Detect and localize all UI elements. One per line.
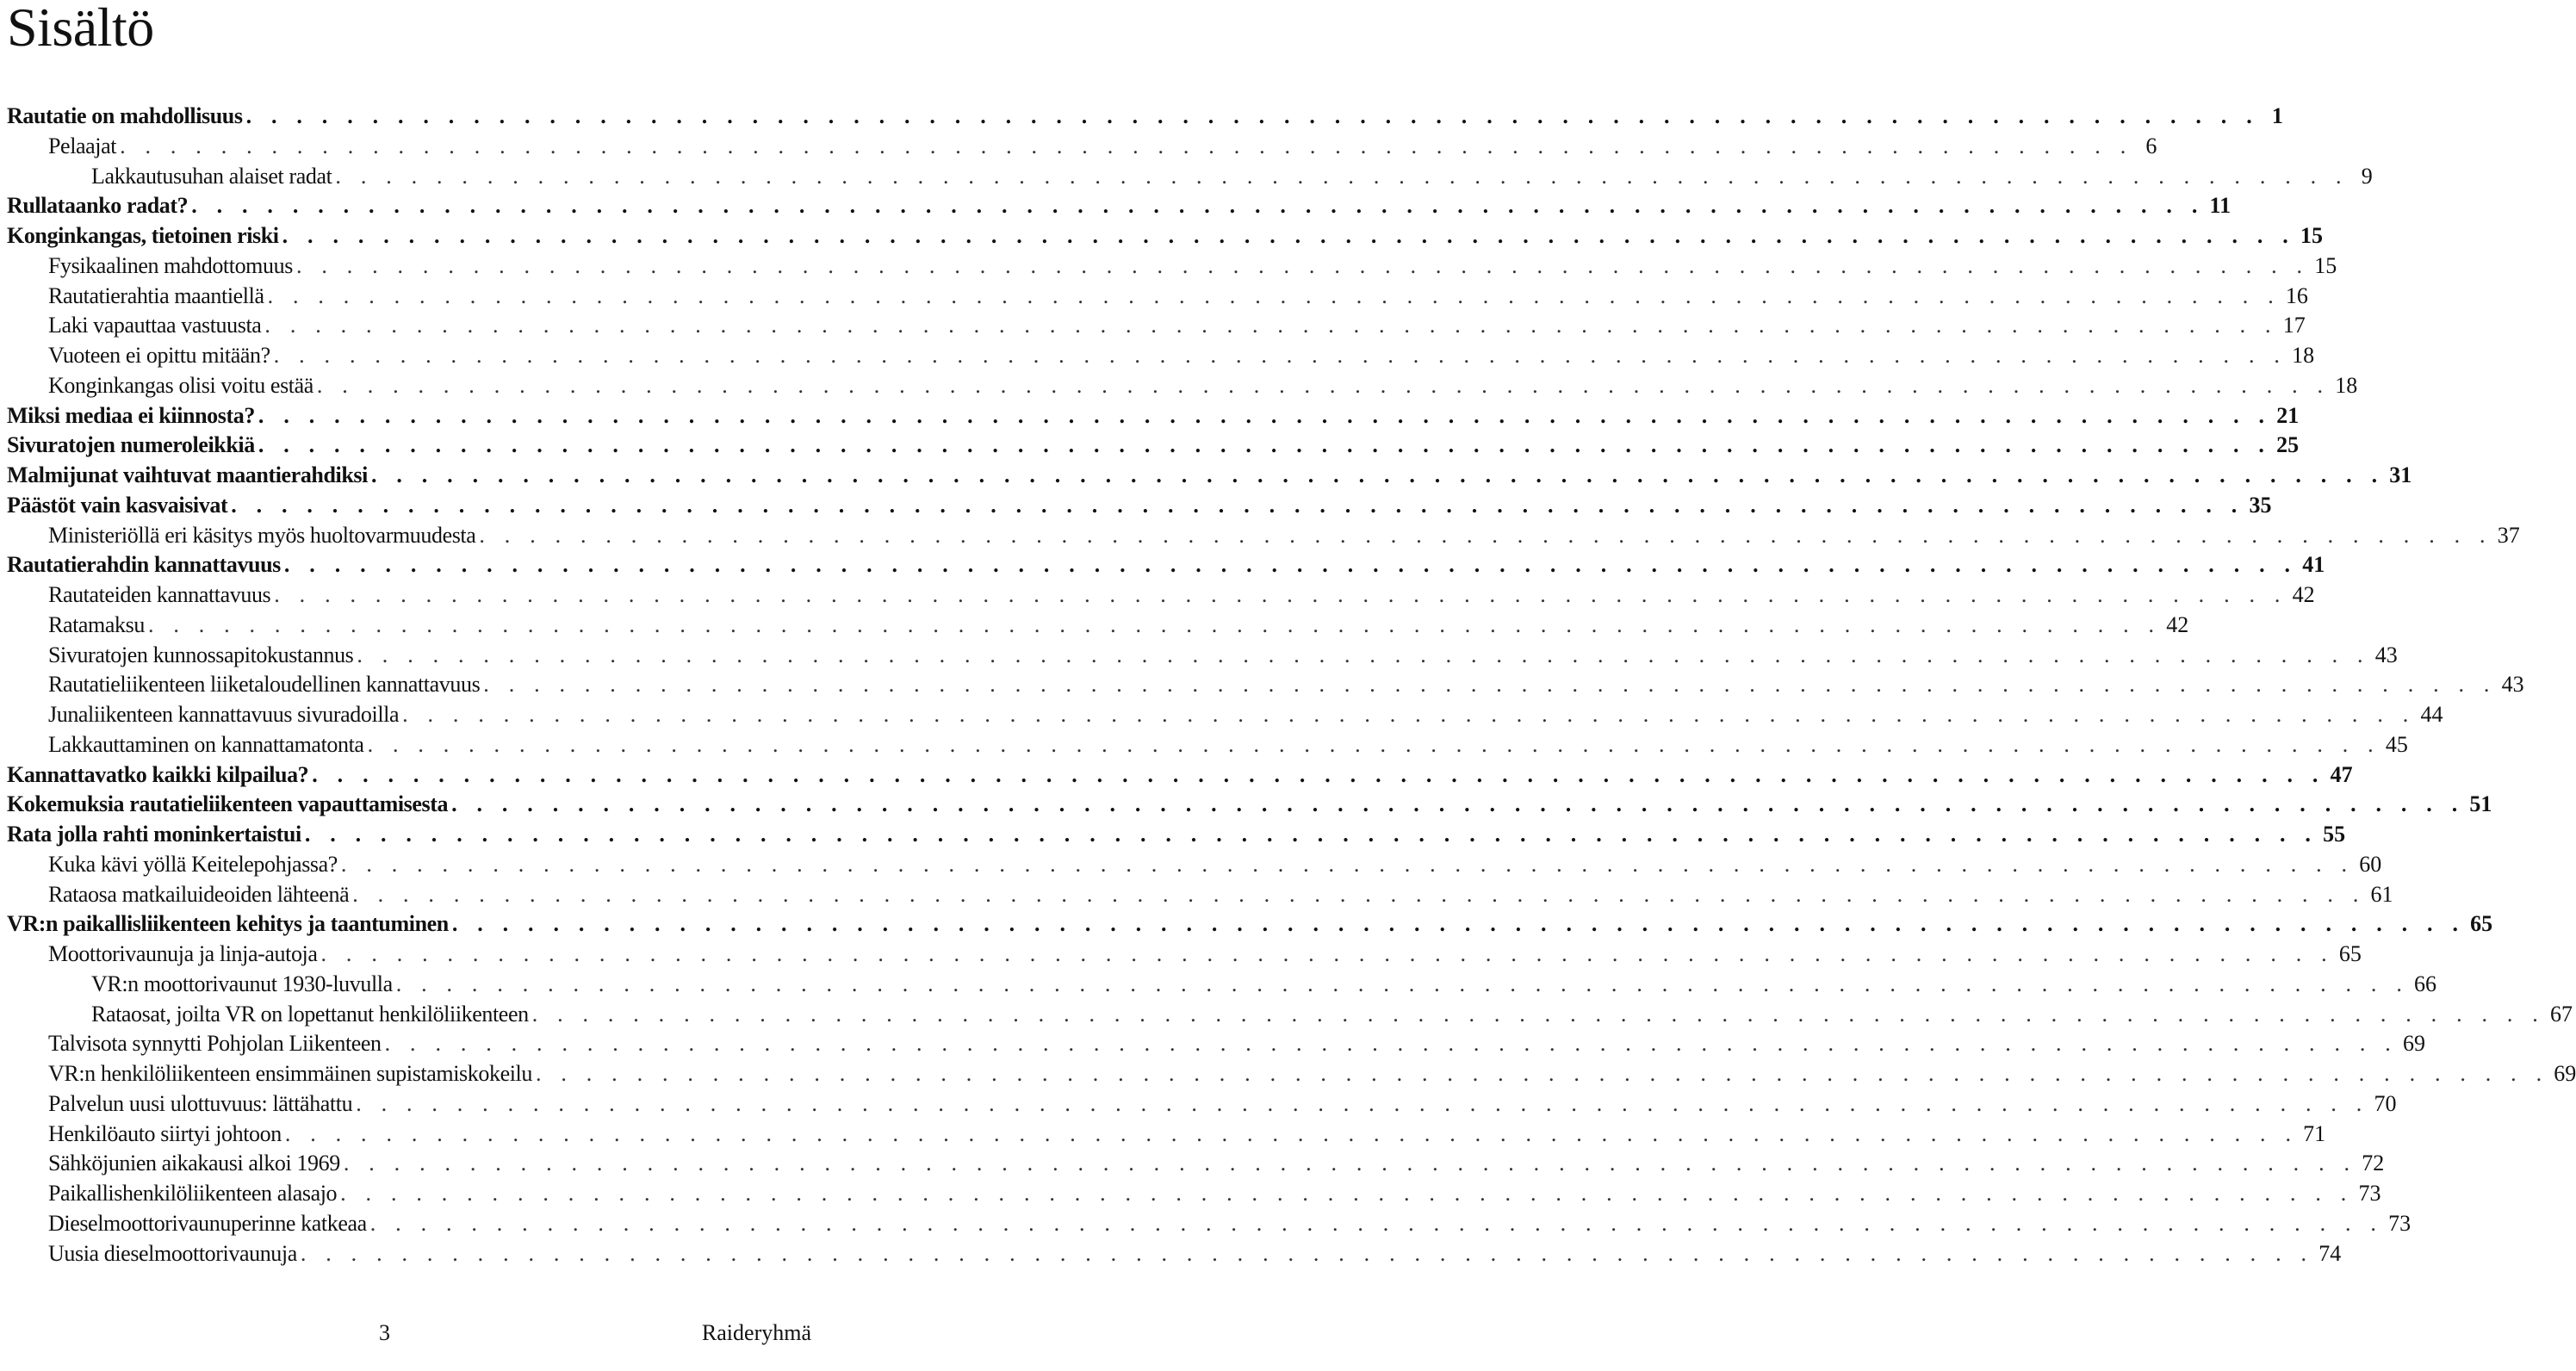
toc-entry <box>7 1029 2425 1059</box>
toc-entry <box>7 221 2323 251</box>
toc-entry-title: Fysikaalinen mahdottomuus <box>48 252 293 278</box>
toc-entry-title: Rautatie on mahdollisuus <box>7 103 243 128</box>
toc-entry-title: Sivuratojen kunnossapitokustannus <box>48 642 354 667</box>
footer-page-number: 3 <box>379 1320 390 1345</box>
toc-entry-title: Kuka kävi yöllä Keitelepohjassa? <box>48 851 338 877</box>
toc-entry-title: Talvisota synnytti Pohjolan Liikenteen <box>48 1031 382 1057</box>
toc-entry-page: 15 <box>2314 252 2337 278</box>
toc-entry-title: VR:n henkilöliikenteen ensimmäinen supistamiskokeilu <box>48 1061 532 1086</box>
toc-dot-leader: . . . . . . . . . . . . . . . . . . . . . . . . . . . . . . . . . . . . . . . . . . . . . . . . . . . . . . . . . . . . . . . . . . . . . . . . . . . . . . . . <box>312 761 2325 787</box>
toc-entry-title: Rautateiden kannattavuus <box>48 582 271 607</box>
toc-dot-leader: . . . . . . . . . . . . . . . . . . . . . . . . . . . . . . . . . . . . . . . . . . . . . . . . . . . . . . . . . . . . . . . . . . . . . . . . . . . . . . . . <box>370 462 2385 487</box>
toc-dot-leader: . . . . . . . . . . . . . . . . . . . . . . . . . . . . . . . . . . . . . . . . . . . . . . . . . . . . . . . . . . . . . . . . . . . . . . . . . . . . . . . . <box>245 103 2259 128</box>
toc-entry-page: 18 <box>2335 372 2358 398</box>
toc-entry-title: Junaliikenteen kannattavuus sivuradoilla <box>48 702 400 727</box>
toc-entry <box>7 550 2325 580</box>
toc-entry <box>7 909 2493 940</box>
toc-entry-title: Ratamaksu <box>48 611 145 637</box>
toc-entry-page: 31 <box>2389 462 2412 487</box>
toc-entry-title: Dieselmoottorivaunuperinne katkeaa <box>48 1210 367 1236</box>
toc-entry-title: VR:n moottorivaunut 1930-luvulla <box>91 971 393 996</box>
toc-dot-leader: . . . . . . . . . . . . . . . . . . . . . . . . . . . . . . . . . . . . . . . . . . . . . . . . . . . . . . . . . . . . . . . . . . . . . . . . . . . . . . . . <box>357 642 2370 667</box>
toc-entry-page: 25 <box>2276 432 2300 458</box>
toc-entry <box>7 1120 2326 1150</box>
toc-dot-leader: . . . . . . . . . . . . . . . . . . . . . . . . . . . . . . . . . . . . . . . . . . . . . . . . . . . . . . . . . . . . . . . . . . . . . . . . . . . . . . . . <box>320 941 2334 966</box>
table-of-contents <box>7 102 2576 1269</box>
toc-entry <box>7 132 2157 162</box>
toc-entry-page: 17 <box>2282 313 2306 338</box>
toc-entry <box>7 611 2189 641</box>
toc-entry <box>7 940 2362 970</box>
toc-dot-leader: . . . . . . . . . . . . . . . . . . . . . . . . . . . . . . . . . . . . . . . . . . . . . . . . . . . . . . . . . . . . . . . . . . . . . . . . . . . . . . . . <box>479 522 2492 548</box>
toc-entry <box>7 850 2382 880</box>
toc-dot-leader: . . . . . . . . . . . . . . . . . . . . . . . . . . . . . . . . . . . . . . . . . . . . . . . . . . . . . . . . . . . . . . . . . . . . . . . . . . . . . . . . <box>295 252 2310 278</box>
toc-entry-title: Palvelun uusi ulottuvuus: lättähattu <box>48 1090 353 1116</box>
toc-entry-title: Lakkauttaminen on kannattamatonta <box>48 731 364 757</box>
toc-entry-title: Henkilöauto siirtyi johtoon <box>48 1120 282 1146</box>
toc-entry-title: Uusia dieselmoottorivaunuja <box>48 1240 297 1266</box>
toc-entry-page: 74 <box>2318 1240 2342 1266</box>
toc-dot-leader: . . . . . . . . . . . . . . . . . . . . . . . . . . . . . . . . . . . . . . . . . . . . . . . . . . . . . . . . . . . . . . . . . . . . . . . . . . . . . . . . <box>231 492 2244 518</box>
toc-entry-page: 44 <box>2420 702 2443 727</box>
toc-entry-title: Malmijunat vaihtuvat maantierahdiksi <box>7 462 368 487</box>
toc-entry-page: 42 <box>2166 611 2189 637</box>
toc-entry-title: Laki vapauttaa vastuusta <box>48 313 262 338</box>
toc-entry-title: Pelaajat <box>48 133 117 158</box>
toc-entry-title: Päästöt vain kasvaisivat <box>7 492 228 518</box>
toc-entry <box>7 1209 2412 1239</box>
toc-entry-page: 42 <box>2292 582 2315 607</box>
toc-entry-page: 18 <box>2292 343 2315 368</box>
toc-entry <box>7 880 2393 910</box>
toc-entry <box>7 1149 2385 1179</box>
toc-entry <box>7 521 2520 551</box>
toc-entry-title: Rata jolla rahti moninkertaistui <box>7 822 301 847</box>
toc-entry-title: Ministeriöllä eri käsitys myös huoltovarmuudesta <box>48 522 476 548</box>
toc-entry-title: Sähköjunien aikakausi alkoi 1969 <box>48 1151 340 1176</box>
toc-entry-title: Rautatierahdin kannattavuus <box>7 552 281 578</box>
toc-entry-page: 21 <box>2276 402 2300 428</box>
toc-dot-leader: . . . . . . . . . . . . . . . . . . . . . . . . . . . . . . . . . . . . . . . . . . . . . . . . . . . . . . . . . . . . . . . . . . . . . . . . . . . . . . . . <box>284 1120 2299 1146</box>
toc-entry-title: Kannattavatko kaikki kilpailua? <box>7 761 309 787</box>
toc-entry-title: Moottorivaunuja ja linja-autoja <box>48 941 318 966</box>
toc-entry-page: 55 <box>2323 822 2346 847</box>
toc-dot-leader: . . . . . . . . . . . . . . . . . . . . . . . . . . . . . . . . . . . . . . . . . . . . . . . . . . . . . . . . . . . . . . . . . . . . . . . . . . . . . . . . <box>335 163 2349 189</box>
toc-dot-leader: . . . . . . . . . . . . . . . . . . . . . . . . . . . . . . . . . . . . . . . . . . . . . . . . . . . . . . . . . . . . . . . . . . . . . . . . . . . . . . . . <box>384 1031 2398 1057</box>
toc-entry <box>7 730 2408 760</box>
toc-entry-page: 37 <box>2497 522 2520 548</box>
toc-entry <box>7 371 2358 401</box>
toc-entry-page: 73 <box>2388 1210 2412 1236</box>
toc-entry-page: 73 <box>2358 1181 2381 1206</box>
toc-entry-page: 51 <box>2469 791 2492 817</box>
toc-entry-page: 9 <box>2361 163 2373 189</box>
toc-dot-leader: . . . . . . . . . . . . . . . . . . . . . . . . . . . . . . . . . . . . . . . . . . . . . . . . . . . . . . . . . . . . . . . . . . . . . . . . . . . . . . . . <box>451 791 2465 817</box>
toc-entry-title: Vuoteen ei opittu mitään? <box>48 343 270 368</box>
toc-entry-title: Konginkangas, tietoinen riski <box>7 223 279 248</box>
toc-entry-title: Sivuratojen numeroleikkiä <box>7 432 255 458</box>
toc-dot-leader: . . . . . . . . . . . . . . . . . . . . . . . . . . . . . . . . . . . . . . . . . . . . . . . . . . . . . . . . . . . . . . . . . . . . . . . . . . . . . . . . <box>264 313 2278 338</box>
toc-entry <box>7 251 2337 282</box>
toc-dot-leader: . . . . . . . . . . . . . . . . . . . . . . . . . . . . . . . . . . . . . . . . . . . . . . . . . . . . . . . . . . . . . . . . . . . . . . . . . . . . . . . . <box>343 1151 2357 1176</box>
toc-entry-title: Konginkangas olisi voitu estää <box>48 372 313 398</box>
toc-dot-leader: . . . . . . . . . . . . . . . . . . . . . . . . . . . . . . . . . . . . . . . . . . . . . . . . . . . . . . . . . . . . . . . . . . . . . . . . . . . . . . . . <box>356 1090 2369 1116</box>
toc-entry <box>7 491 2272 521</box>
toc-dot-leader: . . . . . . . . . . . . . . . . . . . . . . . . . . . . . . . . . . . . . . . . . . . . . . . . . . . . . . . . . . . . . . . . . . . . . . . . . . . . . . . . <box>304 822 2318 847</box>
toc-dot-leader: . . . . . . . . . . . . . . . . . . . . . . . . . . . . . . . . . . . . . . . . . . . . . . . . . . . . . . . . . . . . . . . . . . . . . . . . . . . . . . . . <box>191 193 2205 219</box>
toc-entry-title: Kokemuksia rautatieliikenteen vapauttamisesta <box>7 791 449 817</box>
toc-dot-leader: . . . . . . . . . . . . . . . . . . . . . . . . . . . . . . . . . . . . . . . . . . . . . . . . . . . . . . . . . . . . . . . . . . . . . . . . . . . . . . . . <box>451 911 2466 937</box>
toc-dot-leader: . . . . . . . . . . . . . . . . . . . . . . . . . . . . . . . . . . . . . . . . . . . . . . . . . . . . . . . . . . . . . . . . . . . . . . . . . . . . . . . . <box>300 1240 2314 1266</box>
toc-dot-leader: . . . . . . . . . . . . . . . . . . . . . . . . . . . . . . . . . . . . . . . . . . . . . . . . . . . . . . . . . . . . . . . . . . . . . . . . . . . . . . . . <box>340 1181 2354 1206</box>
toc-dot-leader: . . . . . . . . . . . . . . . . . . . . . . . . . . . . . . . . . . . . . . . . . . . . . . . . . . . . . . . . . . . . . . . . . . . . . . . . . . . . . . . . <box>274 582 2287 607</box>
toc-entry-page: 35 <box>2249 492 2272 518</box>
toc-entry <box>7 282 2308 312</box>
toc-dot-leader: . . . . . . . . . . . . . . . . . . . . . . . . . . . . . . . . . . . . . . . . . . . . . . . . . . . . . . . . . . . . . . . . . . . . . . . . . . . . . . . . <box>483 672 2497 698</box>
toc-entry-page: 71 <box>2303 1120 2326 1146</box>
toc-entry-title: Paikallishenkilöliikenteen alasajo <box>48 1181 338 1206</box>
toc-entry <box>7 820 2346 850</box>
toc-entry-page: 6 <box>2145 133 2157 158</box>
toc-entry-page: 70 <box>2374 1090 2397 1116</box>
toc-entry-page: 1 <box>2271 103 2283 128</box>
toc-entry <box>7 431 2300 461</box>
toc-entry-page: 45 <box>2385 731 2408 757</box>
toc-entry-page: 60 <box>2359 851 2382 877</box>
toc-dot-leader: . . . . . . . . . . . . . . . . . . . . . . . . . . . . . . . . . . . . . . . . . . . . . . . . . . . . . . . . . . . . . . . . . . . . . . . . . . . . . . . . <box>395 971 2410 996</box>
toc-entry <box>7 162 2373 192</box>
toc-dot-leader: . . . . . . . . . . . . . . . . . . . . . . . . . . . . . . . . . . . . . . . . . . . . . . . . . . . . . . . . . . . . . . . . . . . . . . . . . . . . . . . . <box>535 1061 2549 1086</box>
toc-dot-leader: . . . . . . . . . . . . . . . . . . . . . . . . . . . . . . . . . . . . . . . . . . . . . . . . . . . . . . . . . . . . . . . . . . . . . . . . . . . . . . . . <box>352 881 2366 907</box>
toc-entry-page: 66 <box>2414 971 2437 996</box>
toc-entry-title: Rullataanko radat? <box>7 193 189 219</box>
toc-entry <box>7 1000 2573 1030</box>
toc-entry <box>7 401 2300 431</box>
toc-dot-leader: . . . . . . . . . . . . . . . . . . . . . . . . . . . . . . . . . . . . . . . . . . . . . . . . . . . . . . . . . . . . . . . . . . . . . . . . . . . . . . . . <box>258 432 2272 458</box>
toc-entry-page: 43 <box>2374 642 2398 667</box>
toc-dot-leader: . . . . . . . . . . . . . . . . . . . . . . . . . . . . . . . . . . . . . . . . . . . . . . . . . . . . . . . . . . . . . . . . . . . . . . . . . . . . . . . . <box>531 1001 2545 1027</box>
toc-entry-title: Miksi mediaa ei kiinnosta? <box>7 402 255 428</box>
toc-entry-page: 61 <box>2370 881 2393 907</box>
toc-entry-page: 72 <box>2362 1151 2385 1176</box>
toc-entry-page: 11 <box>2209 193 2231 219</box>
toc-dot-leader: . . . . . . . . . . . . . . . . . . . . . . . . . . . . . . . . . . . . . . . . . . . . . . . . . . . . . . . . . . . . . . . . . . . . . . . . . . . . . . . . <box>282 223 2295 248</box>
toc-dot-leader: . . . . . . . . . . . . . . . . . . . . . . . . . . . . . . . . . . . . . . . . . . . . . . . . . . . . . . . . . . . . . . . . . . . . . . . . . . . . . . . . <box>402 702 2416 727</box>
toc-entry-title: Rataosa matkailuideoiden lähteenä <box>48 881 350 907</box>
toc-entry-title: Rautatieliikenteen liiketaloudellinen kannattavuus <box>48 672 481 698</box>
toc-entry-page: 43 <box>2501 672 2524 698</box>
toc-dot-leader: . . . . . . . . . . . . . . . . . . . . . . . . . . . . . . . . . . . . . . . . . . . . . . . . . . . . . . . . . . . . . . . . . . . . . . . . . . . . . . . . <box>369 1210 2384 1236</box>
toc-entry <box>7 1179 2381 1209</box>
toc-entry-page: 67 <box>2550 1001 2573 1027</box>
toc-entry <box>7 970 2437 1000</box>
toc-entry-title: VR:n paikallisliikenteen kehitys ja taantuminen <box>7 911 449 937</box>
toc-entry <box>7 580 2315 611</box>
toc-entry-page: 16 <box>2285 282 2308 308</box>
toc-dot-leader: . . . . . . . . . . . . . . . . . . . . . . . . . . . . . . . . . . . . . . . . . . . . . . . . . . . . . . . . . . . . . . . . . . . . . . . . . . . . . . . . <box>283 552 2298 578</box>
toc-entry <box>7 191 2231 221</box>
toc-dot-leader: . . . . . . . . . . . . . . . . . . . . . . . . . . . . . . . . . . . . . . . . . . . . . . . . . . . . . . . . . . . . . . . . . . . . . . . . . . . . . . . . <box>258 402 2272 428</box>
toc-entry <box>7 670 2524 700</box>
toc-dot-leader: . . . . . . . . . . . . . . . . . . . . . . . . . . . . . . . . . . . . . . . . . . . . . . . . . . . . . . . . . . . . . . . . . . . . . . . . . . . . . . . . <box>267 282 2281 308</box>
toc-entry <box>7 102 2283 132</box>
toc-entry <box>7 1089 2397 1120</box>
footer-publisher: Raideryhmä <box>701 1320 811 1345</box>
toc-entry <box>7 341 2315 371</box>
toc-dot-leader: . . . . . . . . . . . . . . . . . . . . . . . . . . . . . . . . . . . . . . . . . . . . . . . . . . . . . . . . . . . . . . . . . . . . . . . . . . . . . . . . <box>316 372 2331 398</box>
toc-entry-page: 69 <box>2554 1061 2576 1086</box>
toc-entry <box>7 700 2443 730</box>
toc-dot-leader: . . . . . . . . . . . . . . . . . . . . . . . . . . . . . . . . . . . . . . . . . . . . . . . . . . . . . . . . . . . . . . . . . . . . . . . . . . . . . . . . <box>367 731 2380 757</box>
toc-dot-leader: . . . . . . . . . . . . . . . . . . . . . . . . . . . . . . . . . . . . . . . . . . . . . . . . . . . . . . . . . . . . . . . . . . . . . . . . . . . . . . . . <box>120 133 2133 158</box>
toc-entry-page: 15 <box>2300 223 2323 248</box>
toc-dot-leader: . . . . . . . . . . . . . . . . . . . . . . . . . . . . . . . . . . . . . . . . . . . . . . . . . . . . . . . . . . . . . . . . . . . . . . . . . . . . . . . . <box>340 851 2355 877</box>
toc-entry-page: 65 <box>2470 911 2493 937</box>
toc-entry-page: 41 <box>2302 552 2325 578</box>
toc-entry-page: 47 <box>2330 761 2353 787</box>
toc-entry <box>7 1059 2576 1089</box>
toc-dot-leader: . . . . . . . . . . . . . . . . . . . . . . . . . . . . . . . . . . . . . . . . . . . . . . . . . . . . . . . . . . . . . . . . . . . . . . . . . . . . . . . . <box>273 343 2287 368</box>
toc-entry <box>7 790 2492 820</box>
toc-entry <box>7 461 2412 491</box>
toc-entry-page: 65 <box>2338 941 2362 966</box>
toc-entry-title: Rataosat, joilta VR on lopettanut henkilöliikenteen <box>91 1001 529 1027</box>
toc-entry-title: Lakkautusuhan alaiset radat <box>91 163 332 189</box>
page-title: Sisältö <box>7 0 154 58</box>
toc-entry-title: Rautatierahtia maantiellä <box>48 282 264 308</box>
toc-dot-leader: . . . . . . . . . . . . . . . . . . . . . . . . . . . . . . . . . . . . . . . . . . . . . . . . . . . . . . . . . . . . . . . . . . . . . . . . . . . . . . . . <box>147 611 2162 637</box>
toc-entry <box>7 1239 2342 1269</box>
toc-entry <box>7 311 2306 341</box>
toc-entry-page: 69 <box>2402 1031 2425 1057</box>
toc-entry <box>7 760 2353 791</box>
toc-entry <box>7 641 2398 671</box>
